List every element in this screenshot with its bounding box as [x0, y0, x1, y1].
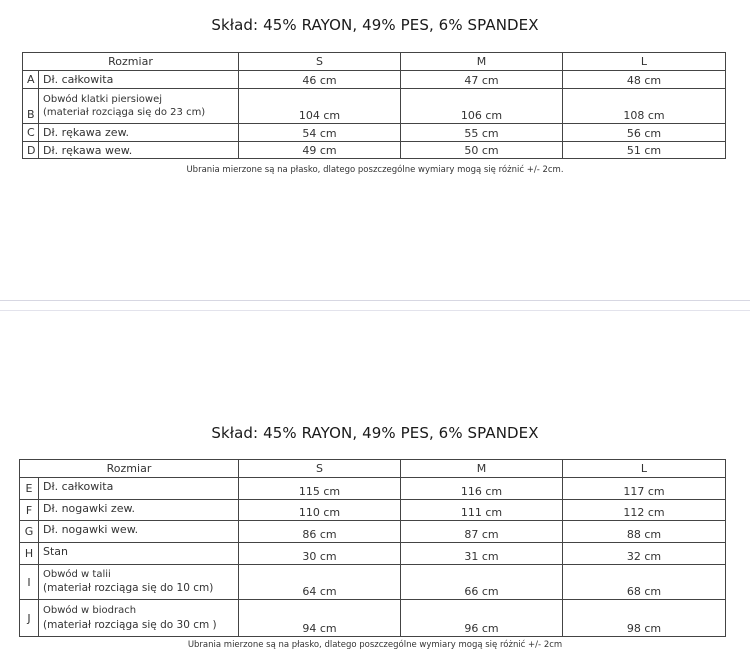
header-m: M	[401, 460, 563, 478]
row-letter: E	[20, 478, 39, 500]
page-divider	[0, 300, 750, 301]
row-letter: B	[23, 89, 39, 124]
row-letter: I	[20, 565, 39, 600]
row-label: Dł. rękawa wew.	[39, 142, 239, 159]
table-header-row	[23, 53, 726, 71]
row-label: Obwód klatki piersiowej	[43, 94, 163, 105]
row-label-note: (materiał rozciąga się do 23 cm)	[43, 107, 206, 118]
section-1-title: Skład: 45% RAYON, 49% PES, 6% SPANDEX	[211, 16, 539, 34]
value-l: 51 cm	[563, 142, 726, 159]
value-m: 50 cm	[401, 142, 563, 159]
value-m: 55 cm	[401, 124, 563, 142]
value-m: 116 cm	[401, 478, 563, 500]
table-row	[23, 89, 726, 124]
header-s: S	[239, 460, 401, 478]
header-l: L	[563, 53, 726, 71]
row-letter: F	[20, 500, 39, 521]
value-s: 54 cm	[239, 124, 401, 142]
value-s: 64 cm	[239, 565, 401, 600]
size-table-top	[22, 52, 726, 159]
header-m: M	[401, 53, 563, 71]
value-m: 87 cm	[401, 521, 563, 543]
table-row	[20, 478, 726, 500]
row-letter: H	[20, 543, 39, 565]
row-label: Stan	[39, 543, 239, 565]
header-size: Rozmiar	[20, 460, 239, 478]
value-s: 104 cm	[239, 89, 401, 124]
row-letter: D	[23, 142, 39, 159]
section-1-footnote: Ubrania mierzone są na płasko, dlatego poszczególne wymiary mogą się różnić +/- 2cm.	[186, 165, 564, 175]
value-s: 49 cm	[239, 142, 401, 159]
value-l: 32 cm	[563, 543, 726, 565]
row-label: Obwód w biodrach	[43, 604, 137, 616]
value-l: 68 cm	[563, 565, 726, 600]
header-size: Rozmiar	[23, 53, 239, 71]
value-m: 111 cm	[401, 500, 563, 521]
header-l: L	[563, 460, 726, 478]
value-m: 66 cm	[401, 565, 563, 600]
row-label: Obwód w talii	[43, 569, 111, 580]
value-s: 110 cm	[239, 500, 401, 521]
table-row	[20, 500, 726, 521]
value-s: 46 cm	[239, 71, 401, 89]
value-l: 112 cm	[563, 500, 726, 521]
table-row	[23, 142, 726, 159]
value-l: 98 cm	[563, 600, 726, 637]
row-letter: A	[23, 71, 39, 89]
row-letter: J	[20, 600, 39, 637]
value-s: 115 cm	[239, 478, 401, 500]
size-table-bottom	[19, 459, 726, 637]
value-l: 48 cm	[563, 71, 726, 89]
row-label-note: (materiał rozciąga się do 10 cm)	[43, 582, 214, 594]
row-label: Dł. nogawki zew.	[39, 500, 239, 521]
value-m: 47 cm	[401, 71, 563, 89]
page-divider	[0, 310, 750, 311]
value-l: 56 cm	[563, 124, 726, 142]
table-row	[20, 521, 726, 543]
row-label: Dł. rękawa zew.	[39, 124, 239, 142]
value-l: 88 cm	[563, 521, 726, 543]
row-label-cell	[39, 89, 239, 124]
row-letter: G	[20, 521, 39, 543]
value-m: 31 cm	[401, 543, 563, 565]
row-label-cell	[39, 565, 239, 600]
table-row	[23, 124, 726, 142]
table-header-row	[20, 460, 726, 478]
value-s: 94 cm	[239, 600, 401, 637]
section-2-title: Skład: 45% RAYON, 49% PES, 6% SPANDEX	[211, 424, 539, 442]
value-m: 106 cm	[401, 89, 563, 124]
table-row	[20, 543, 726, 565]
table-row	[23, 71, 726, 89]
value-l: 108 cm	[563, 89, 726, 124]
table-row	[20, 565, 726, 600]
row-label: Dł. całkowita	[39, 478, 239, 500]
row-label-cell	[39, 600, 239, 637]
row-label: Dł. nogawki wew.	[39, 521, 239, 543]
value-s: 30 cm	[239, 543, 401, 565]
header-s: S	[239, 53, 401, 71]
value-m: 96 cm	[401, 600, 563, 637]
table-row	[20, 600, 726, 637]
row-label-note: (materiał rozciąga się do 30 cm )	[43, 618, 217, 631]
section-2-footnote: Ubrania mierzone są na płasko, dlatego poszczególne wymiary mogą się różnić +/- 2cm	[187, 640, 563, 650]
value-s: 86 cm	[239, 521, 401, 543]
row-letter: C	[23, 124, 39, 142]
value-l: 117 cm	[563, 478, 726, 500]
row-label: Dł. całkowita	[39, 71, 239, 89]
